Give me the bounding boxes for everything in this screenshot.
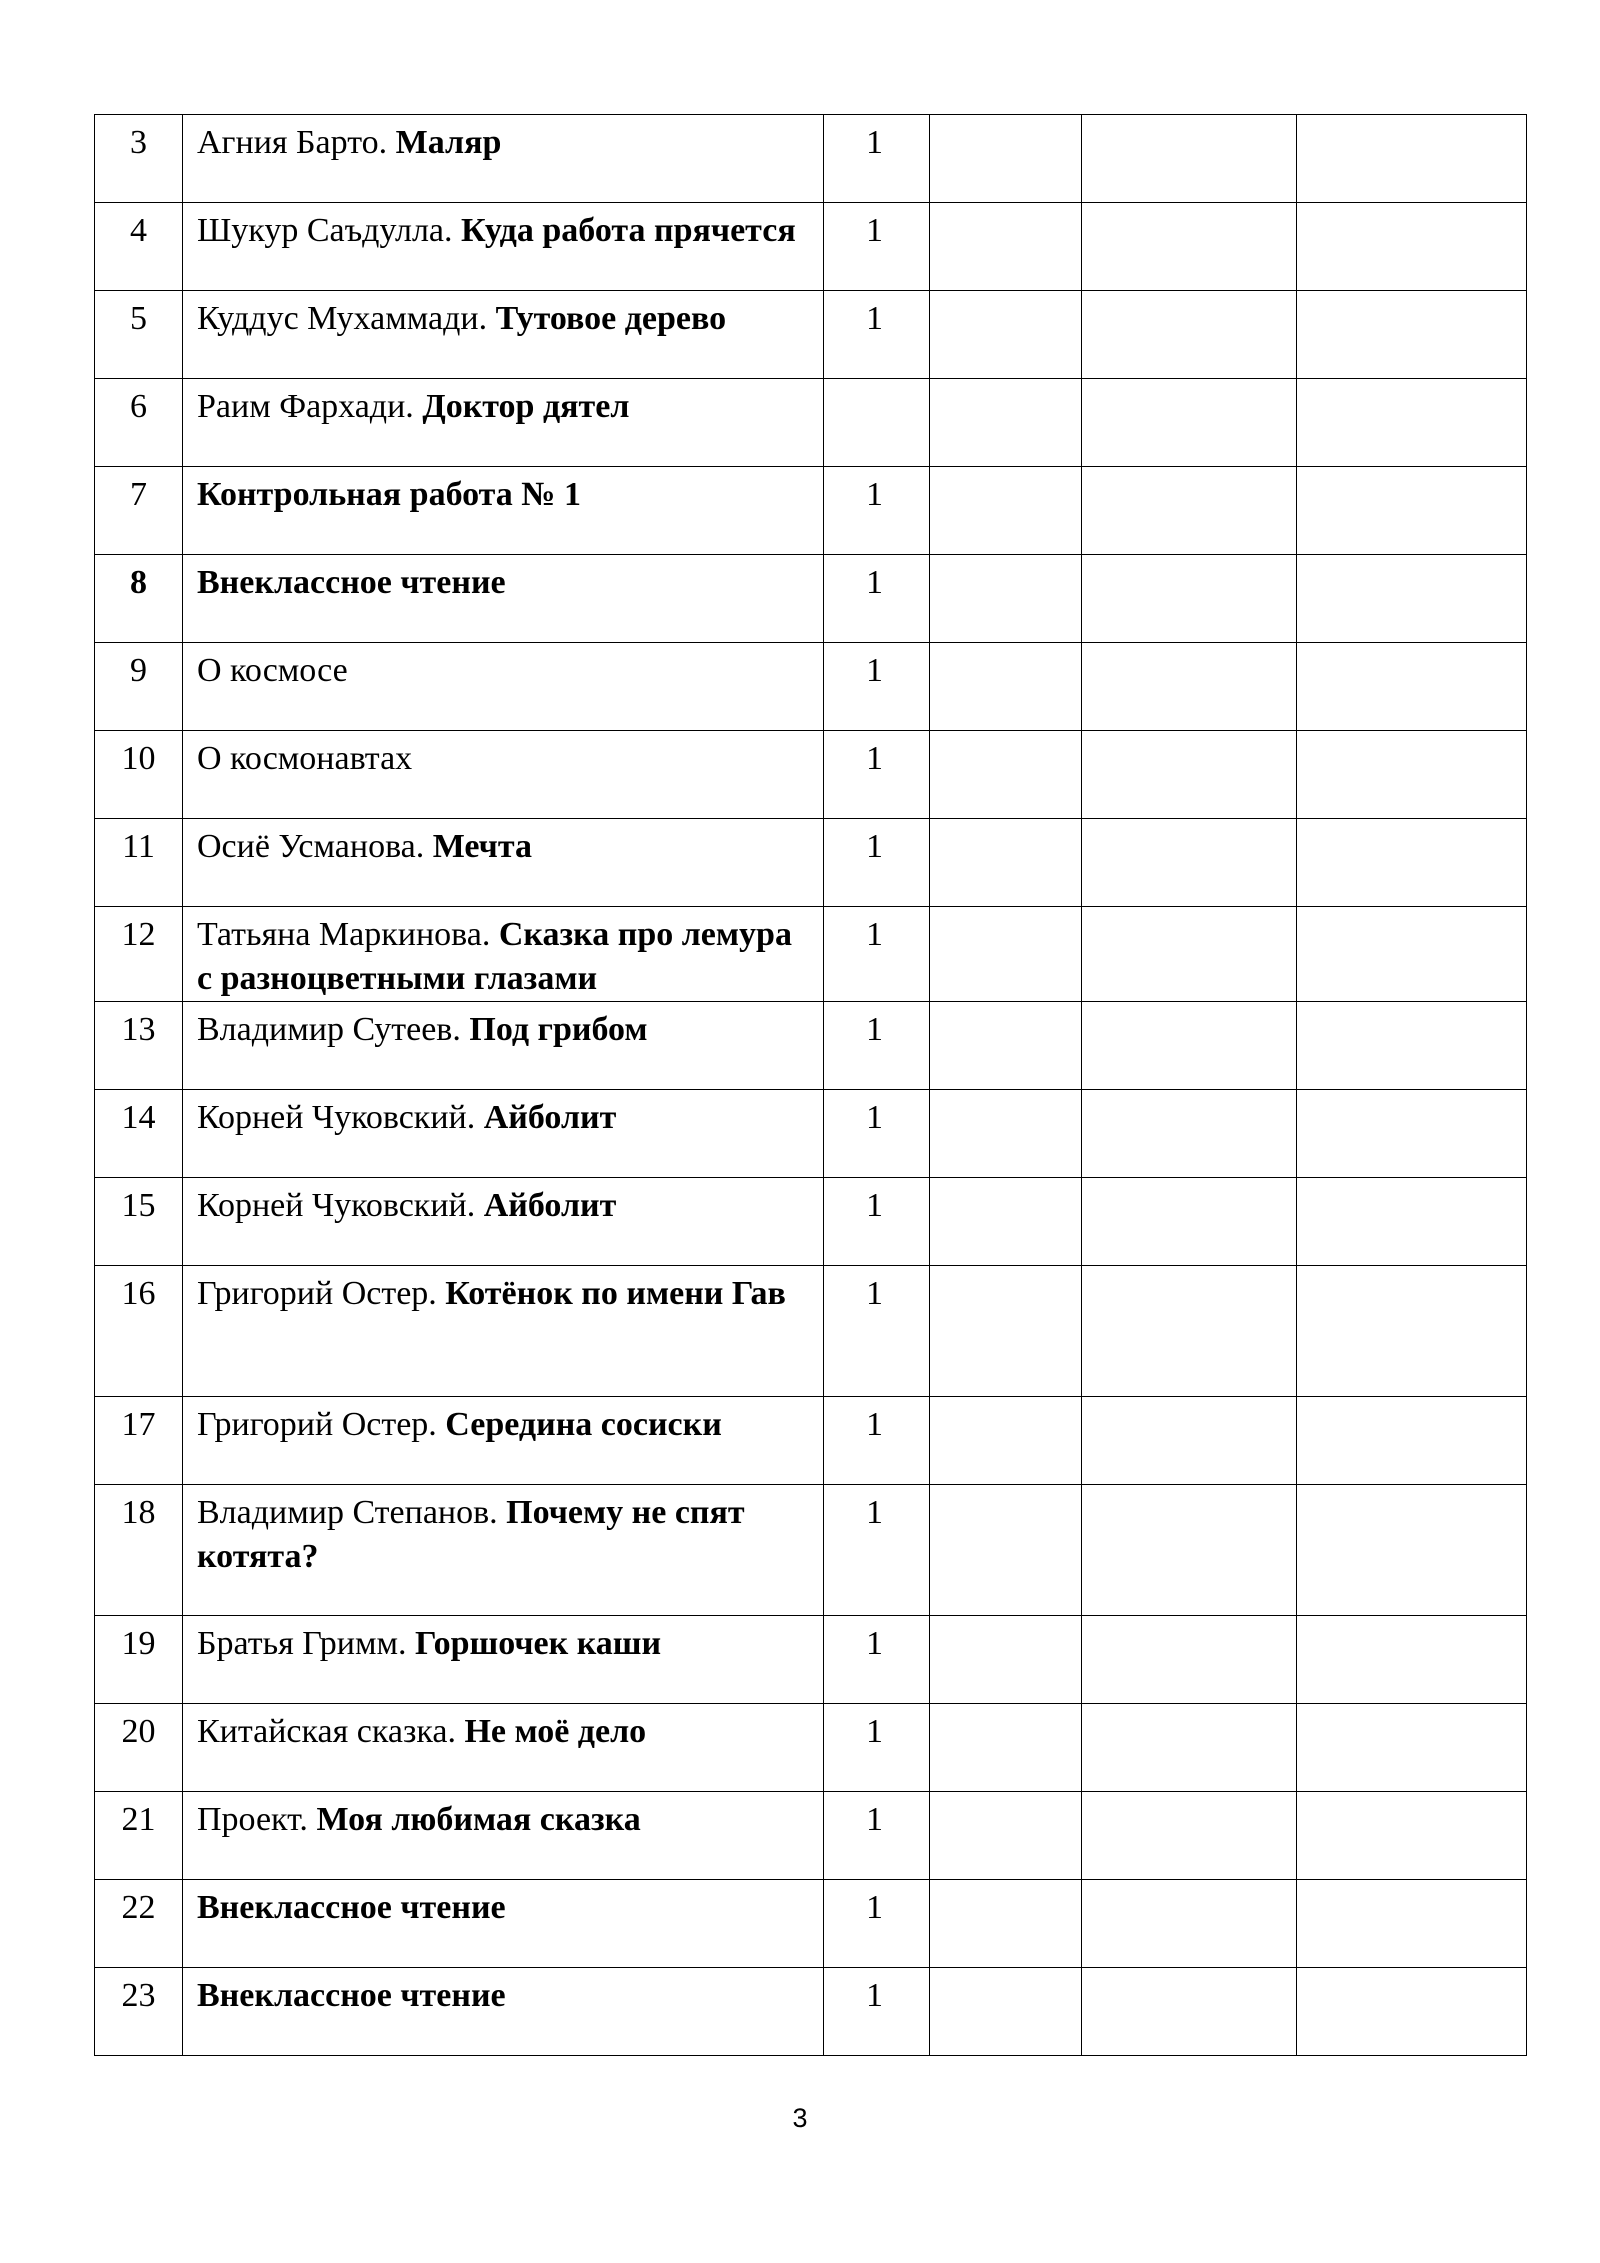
lesson-date-planned xyxy=(930,907,1082,1002)
lesson-row xyxy=(95,555,1527,643)
lesson-row xyxy=(95,1792,1527,1880)
lesson-title-cell xyxy=(183,467,824,555)
lesson-author: Корней Чуковский. xyxy=(197,1099,484,1136)
lesson-title-cell xyxy=(183,291,824,379)
lesson-notes xyxy=(1297,1704,1527,1792)
lesson-author: Корней Чуковский. xyxy=(197,1187,484,1224)
lesson-title-cell xyxy=(183,203,824,291)
lesson-date-planned xyxy=(930,1968,1082,2056)
lesson-title: Айболит xyxy=(483,1099,617,1136)
lesson-number: 18 xyxy=(95,1485,183,1616)
lesson-date-actual xyxy=(1082,1485,1297,1616)
lesson-title: Маляр xyxy=(395,124,502,161)
lesson-number: 11 xyxy=(95,819,183,907)
lesson-hours: 1 xyxy=(824,731,930,819)
lesson-date-planned xyxy=(930,643,1082,731)
lesson-title: Горшочек каши xyxy=(414,1625,662,1662)
lesson-title-cell xyxy=(183,555,824,643)
lesson-notes xyxy=(1297,1792,1527,1880)
lesson-notes xyxy=(1297,203,1527,291)
lesson-notes xyxy=(1297,1178,1527,1266)
lesson-row xyxy=(95,1397,1527,1485)
lesson-title: Котёнок по имени Гав xyxy=(445,1275,786,1312)
lesson-author: Братья Гримм. xyxy=(197,1625,415,1662)
lesson-hours: 1 xyxy=(824,115,930,203)
lesson-title-cell xyxy=(183,1397,824,1485)
lesson-number: 22 xyxy=(95,1880,183,1968)
lesson-row xyxy=(95,643,1527,731)
lesson-title-cell xyxy=(183,379,824,467)
lesson-date-planned xyxy=(930,1792,1082,1880)
lesson-number: 12 xyxy=(95,907,183,1002)
lesson-date-actual xyxy=(1082,203,1297,291)
lesson-hours: 1 xyxy=(824,1880,930,1968)
lesson-date-planned xyxy=(930,467,1082,555)
lesson-author: Татьяна Маркинова. xyxy=(197,916,499,953)
lesson-hours: 1 xyxy=(824,1090,930,1178)
lesson-date-actual xyxy=(1082,555,1297,643)
lesson-title: Внеклассное чтение xyxy=(197,564,506,601)
lesson-title: Середина сосиски xyxy=(445,1406,722,1443)
lesson-number: 6 xyxy=(95,379,183,467)
lesson-date-planned xyxy=(930,731,1082,819)
lesson-hours: 1 xyxy=(824,1968,930,2056)
lesson-title-cell xyxy=(183,731,824,819)
lesson-notes xyxy=(1297,1968,1527,2056)
lesson-number: 19 xyxy=(95,1616,183,1704)
lesson-notes xyxy=(1297,731,1527,819)
lesson-date-planned xyxy=(930,1616,1082,1704)
lesson-hours: 1 xyxy=(824,467,930,555)
lesson-date-planned xyxy=(930,1397,1082,1485)
lesson-notes xyxy=(1297,1090,1527,1178)
lesson-title-cell xyxy=(183,1704,824,1792)
lesson-title: Моя любимая сказка xyxy=(316,1801,641,1838)
lesson-number: 15 xyxy=(95,1178,183,1266)
lesson-title: Внеклассное чтение xyxy=(197,1889,506,1926)
lesson-date-actual xyxy=(1082,1880,1297,1968)
lesson-date-planned xyxy=(930,1090,1082,1178)
lesson-title: Внеклассное чтение xyxy=(197,1977,506,2014)
lesson-notes xyxy=(1297,115,1527,203)
lesson-notes xyxy=(1297,1002,1527,1090)
lesson-notes xyxy=(1297,819,1527,907)
lesson-row xyxy=(95,203,1527,291)
lesson-title-cell xyxy=(183,1616,824,1704)
lesson-title: Почему не спят котята? xyxy=(197,1494,745,1575)
lesson-title: Под грибом xyxy=(469,1011,648,1048)
lesson-author: Агния Барто. xyxy=(197,124,396,161)
lesson-date-planned xyxy=(930,1002,1082,1090)
lesson-number: 16 xyxy=(95,1266,183,1397)
lesson-hours: 1 xyxy=(824,1485,930,1616)
lesson-number: 5 xyxy=(95,291,183,379)
lesson-date-planned xyxy=(930,1704,1082,1792)
lesson-title-cell xyxy=(183,1485,824,1616)
lesson-date-actual xyxy=(1082,731,1297,819)
lesson-title: Тутовое дерево xyxy=(495,300,727,337)
lesson-author: Владимир Степанов. xyxy=(197,1494,507,1531)
lesson-notes xyxy=(1297,467,1527,555)
lesson-number: 17 xyxy=(95,1397,183,1485)
lesson-number: 23 xyxy=(95,1968,183,2056)
lesson-number: 21 xyxy=(95,1792,183,1880)
lesson-number: 4 xyxy=(95,203,183,291)
lesson-number: 20 xyxy=(95,1704,183,1792)
lesson-notes xyxy=(1297,291,1527,379)
lesson-date-planned xyxy=(930,1266,1082,1397)
lesson-hours: 1 xyxy=(824,643,930,731)
lesson-number: 7 xyxy=(95,467,183,555)
lesson-title-cell xyxy=(183,1266,824,1397)
lesson-hours: 1 xyxy=(824,1178,930,1266)
lesson-number: 13 xyxy=(95,1002,183,1090)
lesson-notes xyxy=(1297,555,1527,643)
lesson-hours: 1 xyxy=(824,1397,930,1485)
lesson-notes xyxy=(1297,1266,1527,1397)
lesson-date-planned xyxy=(930,115,1082,203)
lesson-number: 14 xyxy=(95,1090,183,1178)
lesson-notes xyxy=(1297,1616,1527,1704)
lesson-title: Не моё дело xyxy=(464,1713,647,1750)
lesson-hours: 1 xyxy=(824,555,930,643)
lesson-row xyxy=(95,907,1527,1002)
lesson-date-actual xyxy=(1082,1397,1297,1485)
lesson-title-cell xyxy=(183,115,824,203)
lesson-row xyxy=(95,1266,1527,1397)
lesson-title-cell xyxy=(183,643,824,731)
lesson-author: О космосе xyxy=(197,652,348,689)
lesson-row xyxy=(95,1968,1527,2056)
lesson-hours: 1 xyxy=(824,1266,930,1397)
lesson-date-actual xyxy=(1082,1616,1297,1704)
lesson-row xyxy=(95,1002,1527,1090)
lesson-notes xyxy=(1297,1397,1527,1485)
lesson-row xyxy=(95,819,1527,907)
lesson-number: 9 xyxy=(95,643,183,731)
lesson-date-planned xyxy=(930,1485,1082,1616)
lesson-title: Сказка про лемура с разноцветными глазами xyxy=(197,916,792,997)
lesson-number: 3 xyxy=(95,115,183,203)
lesson-date-actual xyxy=(1082,1090,1297,1178)
lesson-date-actual xyxy=(1082,1792,1297,1880)
lesson-date-planned xyxy=(930,555,1082,643)
lesson-hours: 1 xyxy=(824,291,930,379)
lesson-row xyxy=(95,291,1527,379)
lesson-author: Григорий Остер. xyxy=(197,1406,446,1443)
lesson-rows xyxy=(95,115,1527,2056)
lesson-author: Проект. xyxy=(197,1801,317,1838)
lesson-title-cell xyxy=(183,1968,824,2056)
lesson-date-actual xyxy=(1082,115,1297,203)
lesson-title: Куда работа прячется xyxy=(461,212,796,249)
lesson-notes xyxy=(1297,643,1527,731)
lesson-title: Контрольная работа № 1 xyxy=(197,476,581,513)
lesson-hours: 1 xyxy=(824,1792,930,1880)
lesson-hours: 1 xyxy=(824,907,930,1002)
lesson-row xyxy=(95,379,1527,467)
lesson-author: Раим Фархади. xyxy=(197,388,423,425)
lesson-title: Айболит xyxy=(483,1187,617,1224)
lesson-title: Доктор дятел xyxy=(422,388,630,425)
lesson-notes xyxy=(1297,379,1527,467)
lesson-title-cell xyxy=(183,1178,824,1266)
lesson-row xyxy=(95,1090,1527,1178)
lesson-author: Осиё Усманова. xyxy=(197,828,433,865)
lesson-number: 10 xyxy=(95,731,183,819)
lesson-author: Китайская сказка. xyxy=(197,1713,465,1750)
lesson-date-planned xyxy=(930,819,1082,907)
lesson-title-cell xyxy=(183,1002,824,1090)
lesson-notes xyxy=(1297,1485,1527,1616)
lesson-title-cell xyxy=(183,1792,824,1880)
lesson-notes xyxy=(1297,907,1527,1002)
lesson-row xyxy=(95,1880,1527,1968)
lesson-hours: 1 xyxy=(824,203,930,291)
lesson-row xyxy=(95,1485,1527,1616)
lesson-date-actual xyxy=(1082,643,1297,731)
lesson-date-planned xyxy=(930,1178,1082,1266)
lesson-date-actual xyxy=(1082,467,1297,555)
lesson-date-actual xyxy=(1082,1704,1297,1792)
lesson-author: О космонавтах xyxy=(197,740,413,777)
lesson-row xyxy=(95,1178,1527,1266)
lesson-hours xyxy=(824,379,930,467)
lesson-hours: 1 xyxy=(824,1002,930,1090)
lesson-title: Мечта xyxy=(432,828,532,865)
lesson-plan-table xyxy=(94,114,1527,2056)
lesson-date-actual xyxy=(1082,819,1297,907)
lesson-date-actual xyxy=(1082,1968,1297,2056)
lesson-row xyxy=(95,731,1527,819)
lesson-date-planned xyxy=(930,203,1082,291)
lesson-title-cell xyxy=(183,1880,824,1968)
lesson-title-cell xyxy=(183,819,824,907)
lesson-notes xyxy=(1297,1880,1527,1968)
lesson-row xyxy=(95,115,1527,203)
page-number: 3 xyxy=(792,2103,808,2133)
lesson-hours: 1 xyxy=(824,1704,930,1792)
lesson-date-actual xyxy=(1082,907,1297,1002)
lesson-date-actual xyxy=(1082,1002,1297,1090)
lesson-date-actual xyxy=(1082,1178,1297,1266)
lesson-date-actual xyxy=(1082,1266,1297,1397)
lesson-number: 8 xyxy=(95,555,183,643)
lesson-date-planned xyxy=(930,291,1082,379)
lesson-date-actual xyxy=(1082,291,1297,379)
lesson-author: Григорий Остер. xyxy=(197,1275,446,1312)
lesson-author: Шукур Саъдулла. xyxy=(197,212,462,249)
lesson-hours: 1 xyxy=(824,819,930,907)
lesson-row xyxy=(95,1704,1527,1792)
lesson-row xyxy=(95,1616,1527,1704)
lesson-row xyxy=(95,467,1527,555)
lesson-date-planned xyxy=(930,1880,1082,1968)
lesson-title-cell xyxy=(183,1090,824,1178)
lesson-title-cell xyxy=(183,907,824,1002)
lesson-date-actual xyxy=(1082,379,1297,467)
lesson-hours: 1 xyxy=(824,1616,930,1704)
lesson-author: Куддус Мухаммади. xyxy=(197,300,496,337)
lesson-date-planned xyxy=(930,379,1082,467)
lesson-author: Владимир Сутеев. xyxy=(197,1011,470,1048)
